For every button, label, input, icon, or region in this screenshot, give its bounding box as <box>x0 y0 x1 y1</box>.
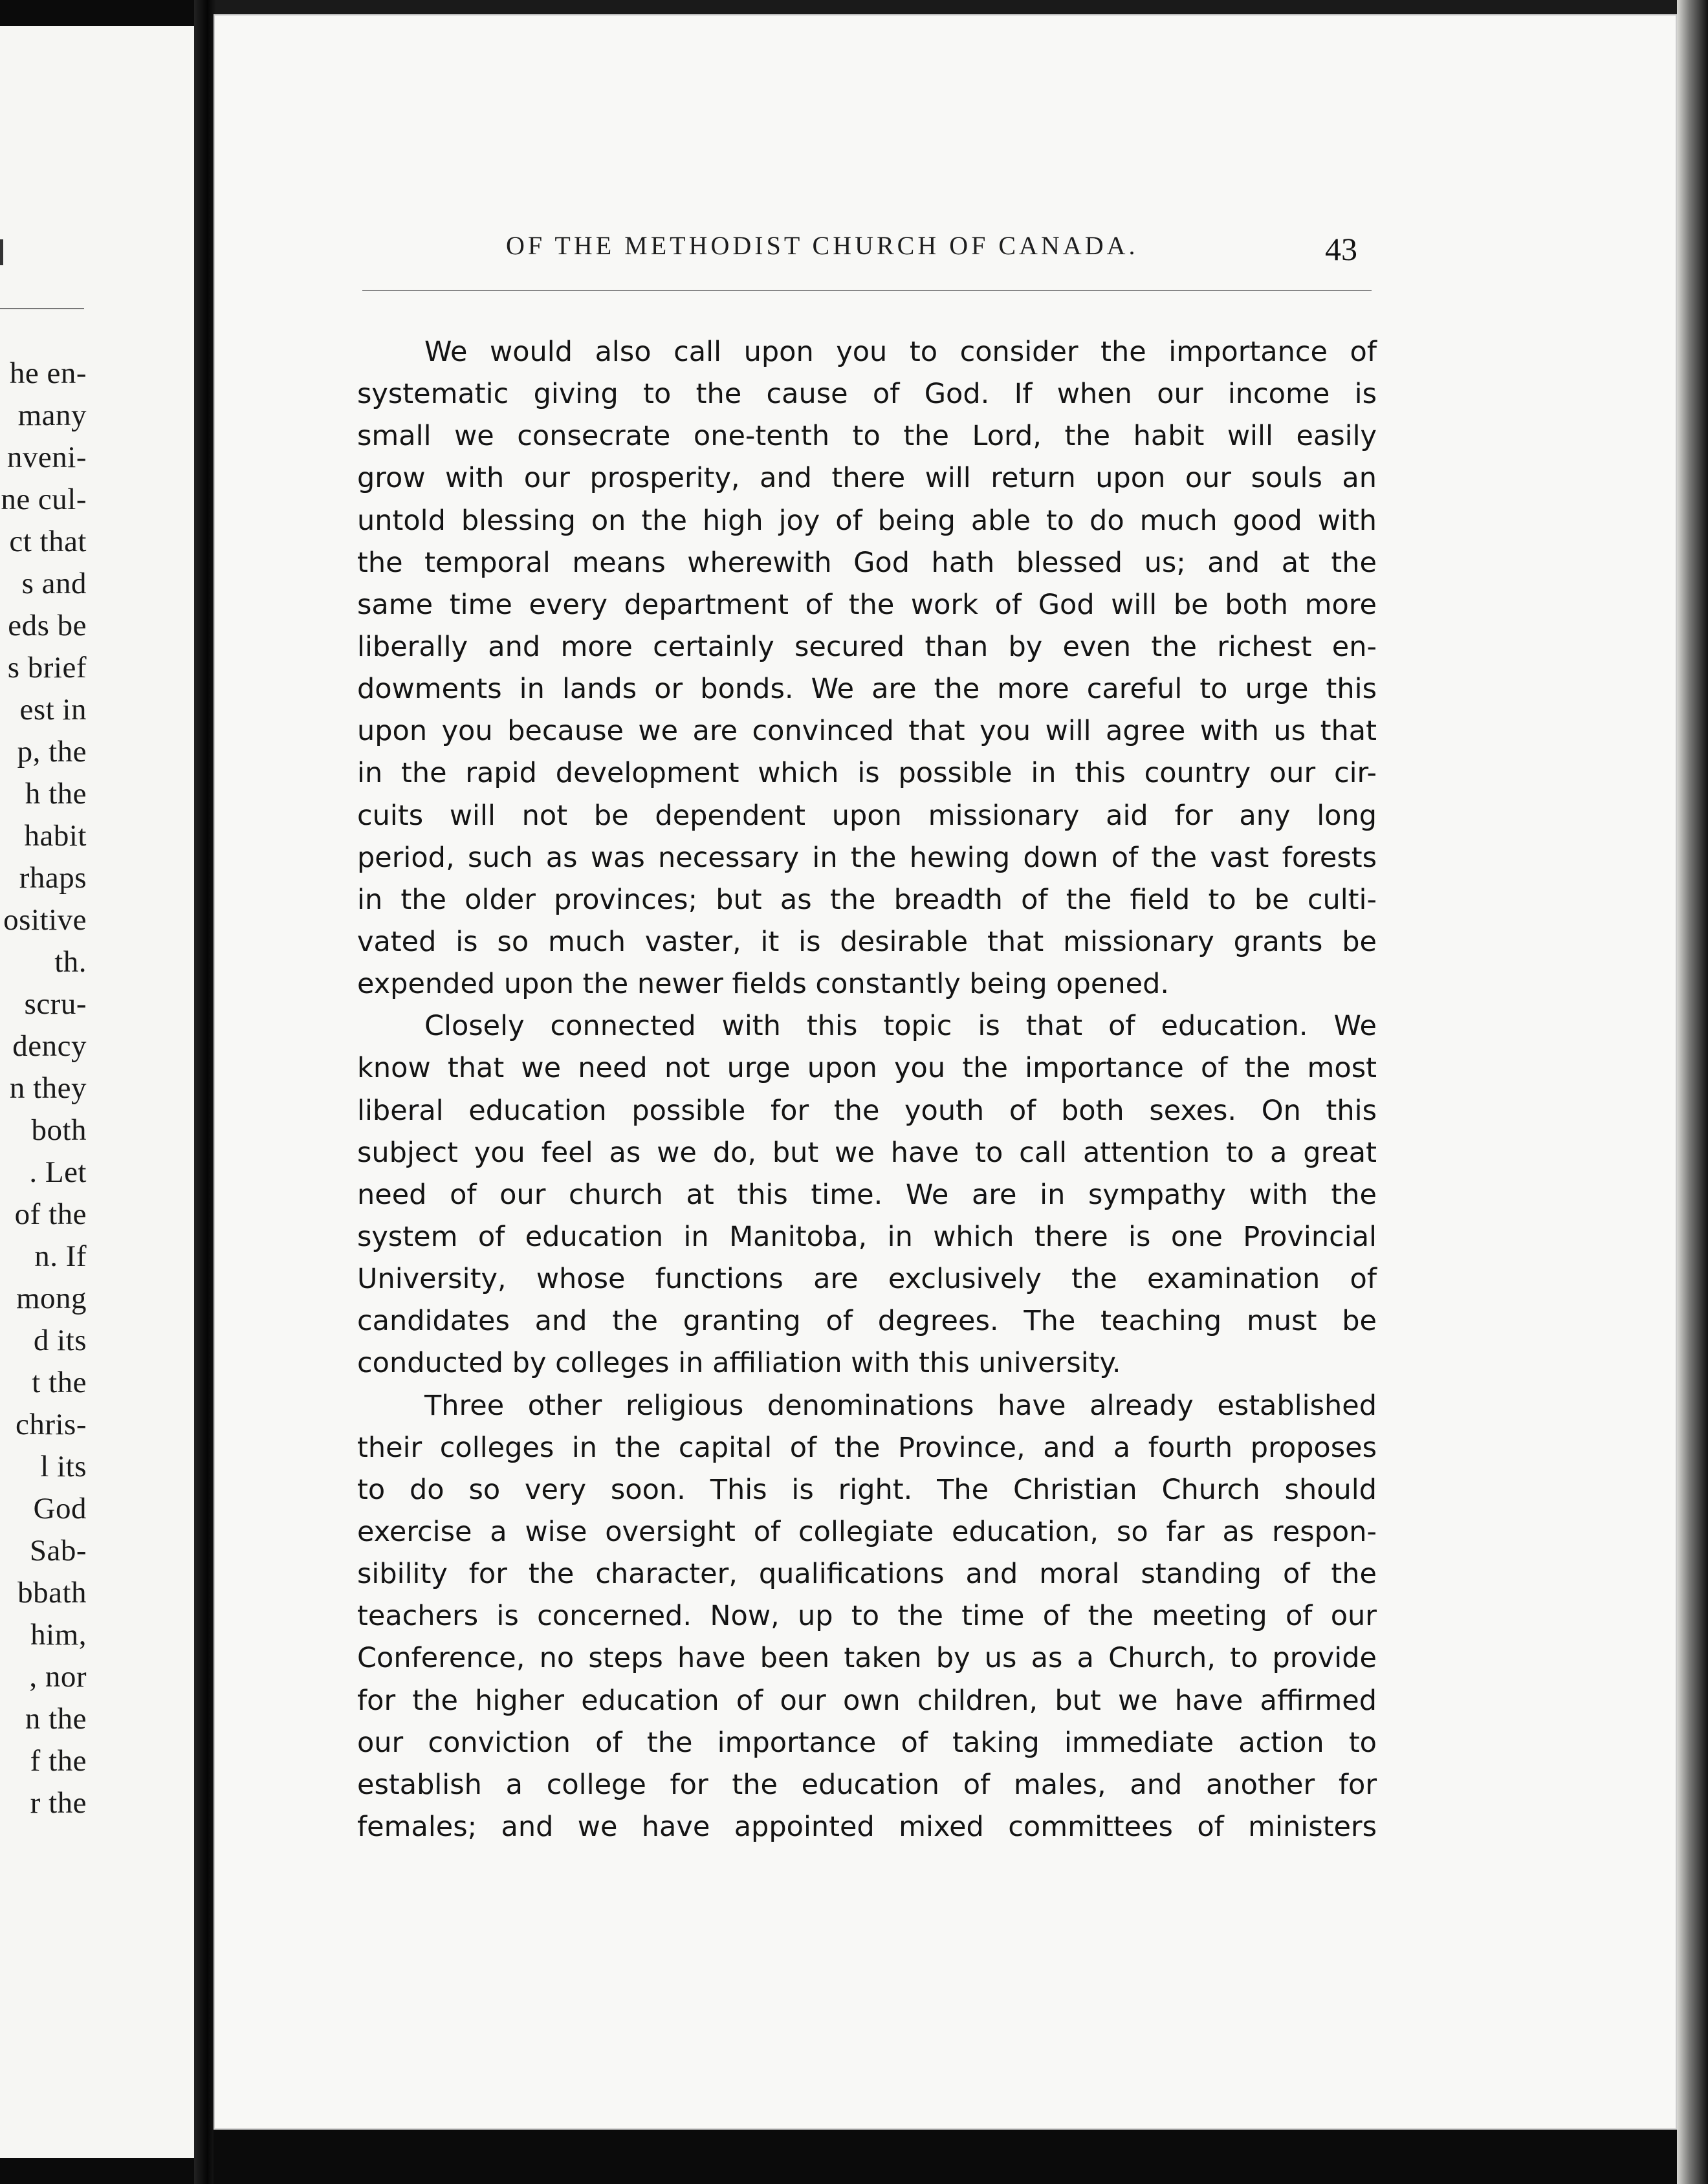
text-line: the temporal means wherewith God hath blessed us; and at the <box>357 546 1377 579</box>
previous-page-line: . Let <box>29 1155 87 1189</box>
text-line: We would also call upon you to consider the importance of <box>424 336 1377 368</box>
text-line: females; and we have appointed mixed committees of ministers <box>357 1810 1377 1843</box>
previous-page-line: scru- <box>24 987 87 1021</box>
scan-bottom-border <box>214 2130 1677 2184</box>
previous-page-line: habit <box>24 819 87 853</box>
text-line: systematic giving to the cause of God. If when our income is <box>357 378 1377 411</box>
text-line: in the older provinces; but as the breadth of the field to be culti- <box>357 883 1377 916</box>
text-line: to do so very soon. This is right. The Christian Church should <box>357 1473 1377 1506</box>
previous-page-line: mong <box>16 1282 87 1315</box>
text-line: upon you because we are convinced that you will agree with us that <box>357 715 1377 748</box>
previous-page-line: both <box>31 1113 87 1147</box>
previous-page-line: God <box>33 1492 87 1525</box>
previous-page-line: ositive <box>3 903 87 937</box>
previous-page-line: n they <box>9 1071 87 1105</box>
previous-page-line: th. <box>54 945 87 979</box>
text-line: small we consecrate one-tenth to the Lord, the habit will easily <box>357 420 1377 453</box>
previous-page-line: s brief <box>7 651 87 684</box>
running-head: OF THE METHODIST CHURCH OF CANADA. <box>506 231 1139 260</box>
text-line: Conference, no steps have been taken by us as a Church, to provide <box>357 1642 1377 1675</box>
previous-page-line: p, the <box>17 735 87 769</box>
text-line: liberally and more certainly secured than by even the richest en- <box>357 630 1377 663</box>
previous-page-head-rule <box>0 308 84 309</box>
text-line: expended upon the newer fields constantly being opened. <box>357 968 1170 1001</box>
page-edge-shadow <box>1677 0 1708 2184</box>
previous-page-line: , nor <box>29 1660 87 1694</box>
text-line: dowments in lands or bonds. We are the more careful to urge this <box>357 673 1377 706</box>
text-line: Three other religious denominations have already established <box>424 1389 1377 1422</box>
text-line: same time every department of the work of God will be both more <box>357 588 1377 621</box>
text-line: sibility for the character, qualifications and moral standing of the <box>357 1558 1377 1591</box>
previous-page-line: ct that <box>9 525 87 558</box>
page-number: 43 <box>1325 231 1357 267</box>
previous-page-line: he en- <box>9 356 87 390</box>
text-line: exercise a wise oversight of collegiate education, so far as respon- <box>357 1515 1377 1548</box>
page-edge-mark <box>0 239 10 265</box>
previous-page-line: f the <box>30 1744 87 1778</box>
text-line: establish a college for the education of males, and another for <box>357 1768 1377 1801</box>
body-text <box>357 331 1377 1848</box>
previous-page-line: rhaps <box>19 861 87 895</box>
text-line: teachers is concerned. Now, up to the time of the meeting of our <box>357 1600 1377 1633</box>
text-line: vated is so much vaster, it is desirable that missionary grants be <box>357 925 1377 958</box>
previous-page-line: him, <box>30 1618 87 1652</box>
previous-page-line: dency <box>12 1029 87 1063</box>
scan-top-border <box>214 0 1677 14</box>
text-line: for the higher education of our own children, but we have affirmed <box>357 1684 1377 1717</box>
text-line: our conviction of the importance of taking immediate action to <box>357 1726 1377 1759</box>
text-line: candidates and the granting of degrees. The teaching must be <box>357 1305 1377 1338</box>
previous-page-line: n the <box>25 1702 87 1736</box>
previous-page-text <box>1 353 87 1824</box>
text-line: University, whose functions are exclusively the examination of <box>357 1263 1377 1296</box>
previous-page-line: bbath <box>17 1576 87 1610</box>
previous-page-line: of the <box>14 1197 87 1231</box>
previous-page-line: s and <box>21 567 87 600</box>
text-line: know that we need not urge upon you the importance of the most <box>357 1052 1377 1085</box>
previous-page-line: chris- <box>15 1408 87 1441</box>
previous-page-line: est in <box>19 693 87 726</box>
previous-page-line: many <box>17 399 87 432</box>
previous-page-line: r the <box>30 1786 87 1820</box>
previous-page-line: h the <box>25 777 87 811</box>
text-line: need of our church at this time. We are in sympathy with the <box>357 1178 1377 1211</box>
book-gutter <box>194 0 216 2184</box>
text-line: cuits will not be dependent upon missionary aid for any long <box>357 799 1377 832</box>
text-line: conducted by colleges in affiliation with this university. <box>357 1347 1121 1380</box>
header-rule <box>362 290 1372 291</box>
text-line: Closely connected with this topic is that of education. We <box>424 1010 1377 1043</box>
previous-page-sliver <box>0 26 195 2158</box>
text-line: untold blessing on the high joy of being able to do much good with <box>357 504 1377 537</box>
text-line: their colleges in the capital of the Province, and a fourth proposes <box>357 1431 1377 1464</box>
text-line: in the rapid development which is possible in this country our cir- <box>357 757 1377 790</box>
previous-page-line: eds be <box>8 609 87 642</box>
previous-page-line: Sab- <box>29 1534 87 1567</box>
text-line: system of education in Manitoba, in which there is one Provincial <box>357 1220 1377 1253</box>
previous-page-line: l its <box>40 1450 87 1483</box>
previous-page-line: nveni- <box>6 441 87 474</box>
text-line: grow with our prosperity, and there will return upon our souls an <box>357 462 1377 495</box>
text-line: subject you feel as we do, but we have to call attention to a great <box>357 1136 1377 1169</box>
previous-page-line: d its <box>33 1324 87 1357</box>
previous-page-line: t the <box>32 1366 87 1399</box>
text-line: period, such as was necessary in the hewing down of the vast forests <box>357 841 1377 874</box>
text-line: liberal education possible for the youth of both sexes. On this <box>357 1094 1377 1127</box>
previous-page-line: ne cul- <box>1 483 87 516</box>
previous-page-line: n. If <box>34 1239 87 1273</box>
